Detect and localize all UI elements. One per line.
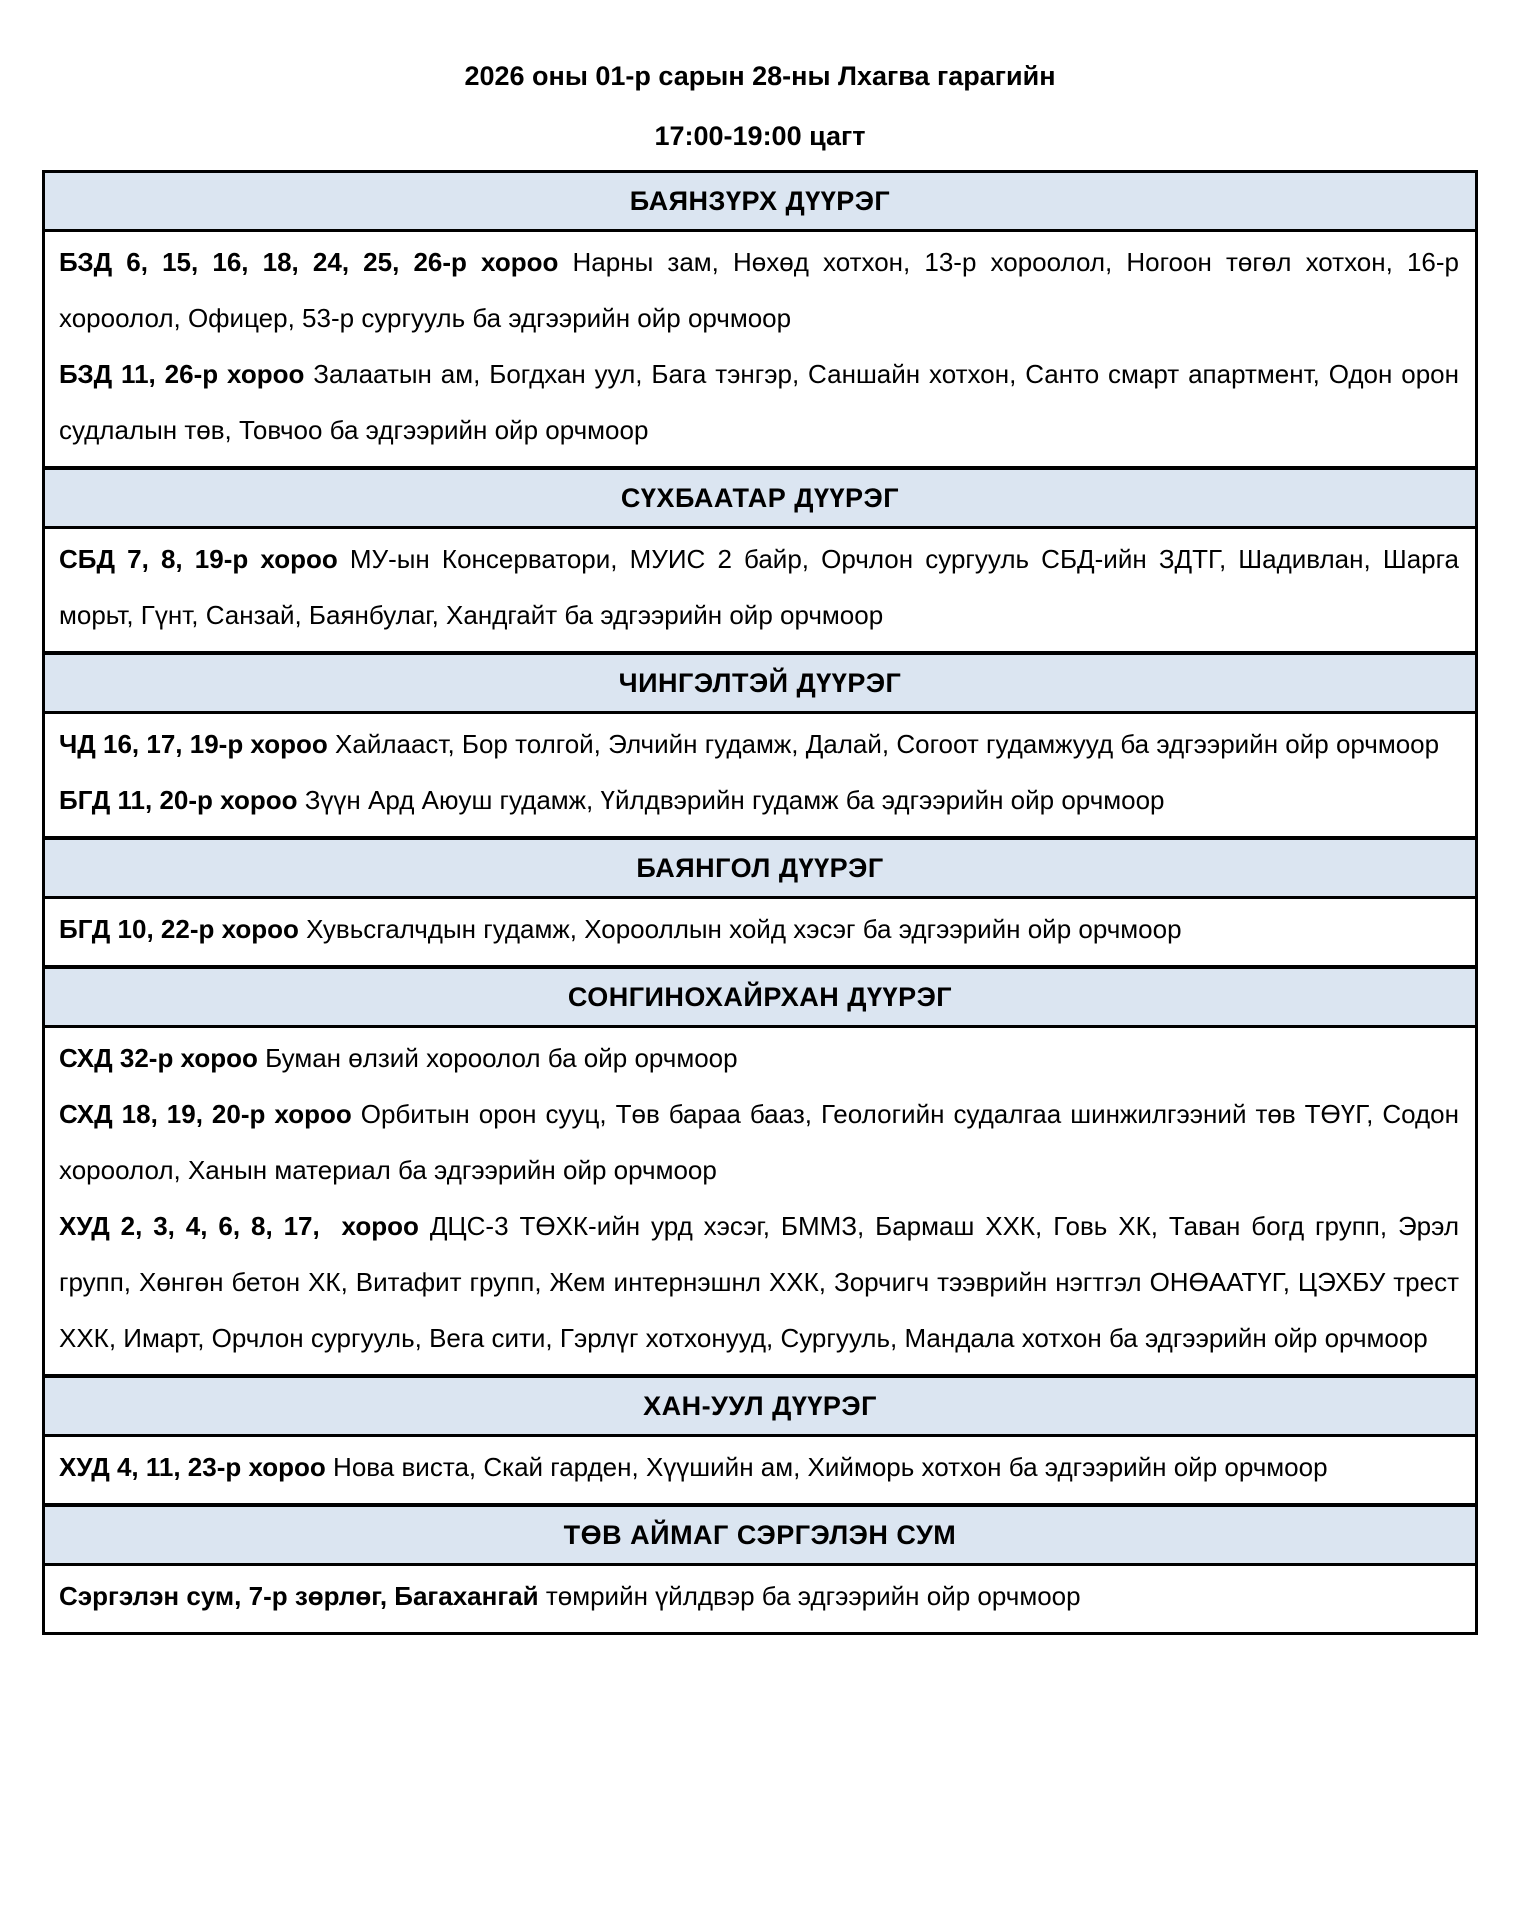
district-header: СҮХБААТАР ДҮҮРЭГ [45,466,1475,529]
notice-title-block [42,56,1478,156]
entry-areas-text: Нова виста, Скай гарден, Хүүшийн ам, Хийморь хотхон ба эдгээрийн ойр орчмоор [333,1452,1328,1482]
district-header: БАЯНГОЛ ДҮҮРЭГ [45,836,1475,899]
section-khan-uul [45,1374,1475,1503]
entry-areas-text: Хувьсгалчдын гудамж, Хорооллын хойд хэсэг ба эдгээрийн ойр орчмоор [306,914,1182,944]
outage-entry [59,1030,1459,1086]
district-body [45,1437,1475,1503]
district-body [45,529,1475,651]
district-body [45,1566,1475,1632]
outage-entry [59,1439,1459,1495]
district-header: ЧИНГЭЛТЭЙ ДҮҮРЭГ [45,651,1475,714]
notice-date-title: 2026 оны 01-р сарын 28-ны Лхагва гарагийн [464,61,1056,91]
section-sukhbaatar [45,466,1475,651]
entry-areas-text: Хайлааст, Бор толгой, Элчийн гудамж, Далай, Согоот гудамжууд ба эдгээрийн ойр орчмоор [335,729,1440,759]
district-body [45,714,1475,836]
outage-entry [59,1198,1459,1366]
outage-entry [59,531,1459,643]
entry-khoroo-label: БЗД 6, 15, 16, 18, 24, 25, 26-р хороо [59,247,559,277]
entry-khoroo-label: ЧД 16, 17, 19-р хороо [59,729,328,759]
outage-schedule-table [42,170,1478,1635]
outage-entry [59,1086,1459,1198]
entry-areas-text: Нарны зам, Нөхөд хотхон, 13-р хороолол, Ногоон төгөл хотхон, 16-р хороолол, Офицер, 53-р сургууль ба эдгээрийн ойр орчмоор [59,247,1459,333]
outage-entry [59,346,1459,458]
outage-entry [59,234,1459,346]
entry-areas-text: төмрийн үйлдвэр ба эдгээрийн ойр орчмоор [545,1581,1081,1611]
entry-khoroo-label: СХД 32-р хороо [59,1043,258,1073]
entry-areas-text: ДЦС-3 ТӨХК-ийн урд хэсэг, БММЗ, Бармаш ХХК, Говь ХК, Таван богд групп, Эрэл групп, Хөнгөн бетон ХК, Витафит групп, Жем интернэшнл ХХК, Зорчигч тээврийн нэгтгэл ОНӨААТҮГ, ЦЭХБУ трест ХХК, Имарт, Орчлон сургууль, Вега сити, Гэрлүг хотхонууд, Сургууль, Мандала хотхон ба эдгээрийн ойр орчмоор [59,1211,1459,1353]
entry-areas-text: Залаатын ам, Богдхан уул, Бага тэнгэр, Саншайн хотхон, Санто смарт апартмент, Одон орон судлалын төв, Товчоо ба эдгээрийн ойр орчмоор [59,359,1459,445]
entry-khoroo-label: БГД 11, 20-р хороо [59,785,298,815]
notice-time-title: 17:00-19:00 цагт [654,121,866,151]
entry-areas-text: МУ-ын Консерватори, МУИС 2 байр, Орчлон сургууль СБД-ийн ЗДТГ, Шадивлан, Шарга морьт, Гүнт, Санзай, Баянбулаг, Хандгайт ба эдгээрийн ойр орчмоор [59,544,1459,630]
outage-entry [59,772,1459,828]
section-chingeltei [45,651,1475,836]
district-body [45,1028,1475,1374]
entry-khoroo-label: БЗД 11, 26-р хороо [59,359,305,389]
district-body [45,232,1475,466]
entry-areas-text: Буман өлзий хороолол ба ойр орчмоор [265,1043,738,1073]
entry-areas-text: Зүүн Ард Аюуш гудамж, Үйлдвэрийн гудамж ба эдгээрийн ойр орчмоор [304,785,1165,815]
district-body [45,899,1475,965]
entry-khoroo-label: СХД 18, 19, 20-р хороо [59,1099,352,1129]
section-tov-aimag-sergelen [45,1503,1475,1632]
entry-khoroo-label: ХУД 2, 3, 4, 6, 8, 17, хороо [59,1211,419,1241]
section-bayanzurkh [45,173,1475,466]
entry-khoroo-label: ХУД 4, 11, 23-р хороо [59,1452,326,1482]
section-bayangol [45,836,1475,965]
outage-entry [59,901,1459,957]
district-header: ТӨВ АЙМАГ СЭРГЭЛЭН СУМ [45,1503,1475,1566]
entry-khoroo-label: БГД 10, 22-р хороо [59,914,299,944]
entry-areas-text: Орбитын орон сууц, Төв бараа бааз, Геологийн судалгаа шинжилгээний төв ТӨҮГ, Содон хороолол, Ханын материал ба эдгээрийн ойр орчмоор [59,1099,1459,1185]
outage-entry [59,1568,1459,1624]
entry-khoroo-label: Сэргэлэн сум, 7-р зөрлөг, Багахангай [59,1581,539,1611]
district-header: СОНГИНОХАЙРХАН ДҮҮРЭГ [45,965,1475,1028]
district-header: ХАН-УУЛ ДҮҮРЭГ [45,1374,1475,1437]
section-songinokhairkhan [45,965,1475,1374]
district-header: БАЯНЗҮРХ ДҮҮРЭГ [45,173,1475,232]
outage-entry [59,716,1459,772]
entry-khoroo-label: СБД 7, 8, 19-р хороо [59,544,338,574]
